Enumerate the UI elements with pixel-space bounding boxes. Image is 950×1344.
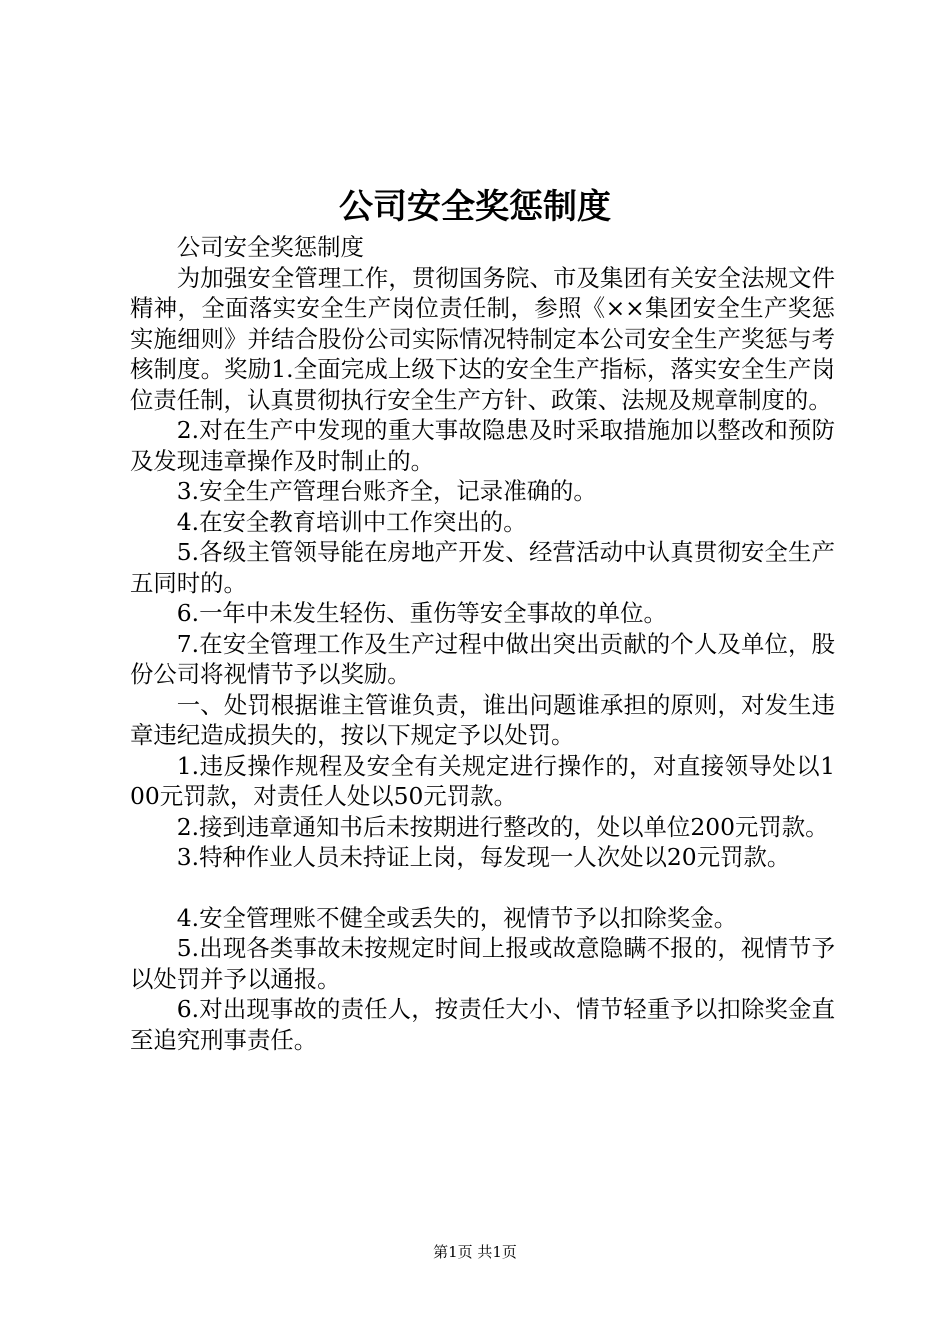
paragraph-reward-4: 4.在安全教育培训中工作突出的。: [176, 507, 527, 536]
paragraph-penalty-intro: 一、处罚根据谁主管谁负责，谁出问题谁承担的原则，对发生违章违纪造成损失的，按以下规定予以处罚。: [130, 690, 835, 749]
paragraph-penalty-2: 2.接到违章通知书后未按期进行整改的，处以单位200元罚款。: [176, 812, 829, 841]
paragraph-intro: 为加强安全管理工作，贯彻国务院、市及集团有关安全法规文件精神，全面落实安全生产岗位责任制，参照《××集团安全生产奖惩实施细则》并结合股份公司实际情况特制定本公司安全生产奖惩与考核制度。奖励1.全面完成上级下达的安全生产指标，落实安全生产岗位责任制，认真贯彻执行安全生产方针、政策、法规及规章制度的。: [130, 263, 835, 414]
paragraph-reward-2: 2.对在生产中发现的重大事故隐患及时采取措施加以整改和预防及发现违章操作及时制止的。: [130, 416, 835, 475]
paragraph-penalty-6: 6.对出现事故的责任人，按责任大小、情节轻重予以扣除奖金直至追究刑事责任。: [130, 995, 835, 1054]
document-title: 公司安全奖惩制度: [339, 187, 611, 227]
paragraph-penalty-1: 1.违反操作规程及安全有关规定进行操作的，对直接领导处以100元罚款，对责任人处以50元罚款。: [130, 751, 835, 810]
paragraph-heading: 公司安全奖惩制度: [176, 233, 364, 261]
paragraph-reward-3: 3.安全生产管理台账齐全，记录准确的。: [176, 477, 597, 505]
page-footer: 第1页 共1页: [433, 1243, 517, 1261]
paragraph-reward-5: 5.各级主管领导能在房地产开发、经营活动中认真贯彻安全生产五同时的。: [130, 538, 835, 597]
paragraph-reward-7: 7.在安全管理工作及生产过程中做出突出贡献的个人及单位，股份公司将视情节予以奖励。: [130, 629, 835, 688]
paragraph-penalty-5: 5.出现各类事故未按规定时间上报或故意隐瞒不报的，视情节予以处罚并予以通报。: [130, 934, 835, 993]
paragraph-penalty-4: 4.安全管理账不健全或丢失的，视情节予以扣除奖金。: [176, 903, 738, 932]
document-body: [130, 232, 835, 1055]
paragraph-reward-6: 6.一年中未发生轻伤、重伤等安全事故的单位。: [176, 599, 667, 627]
paragraph-penalty-3: 3.特种作业人员未持证上岗，每发现一人次处以20元罚款。: [176, 843, 791, 871]
